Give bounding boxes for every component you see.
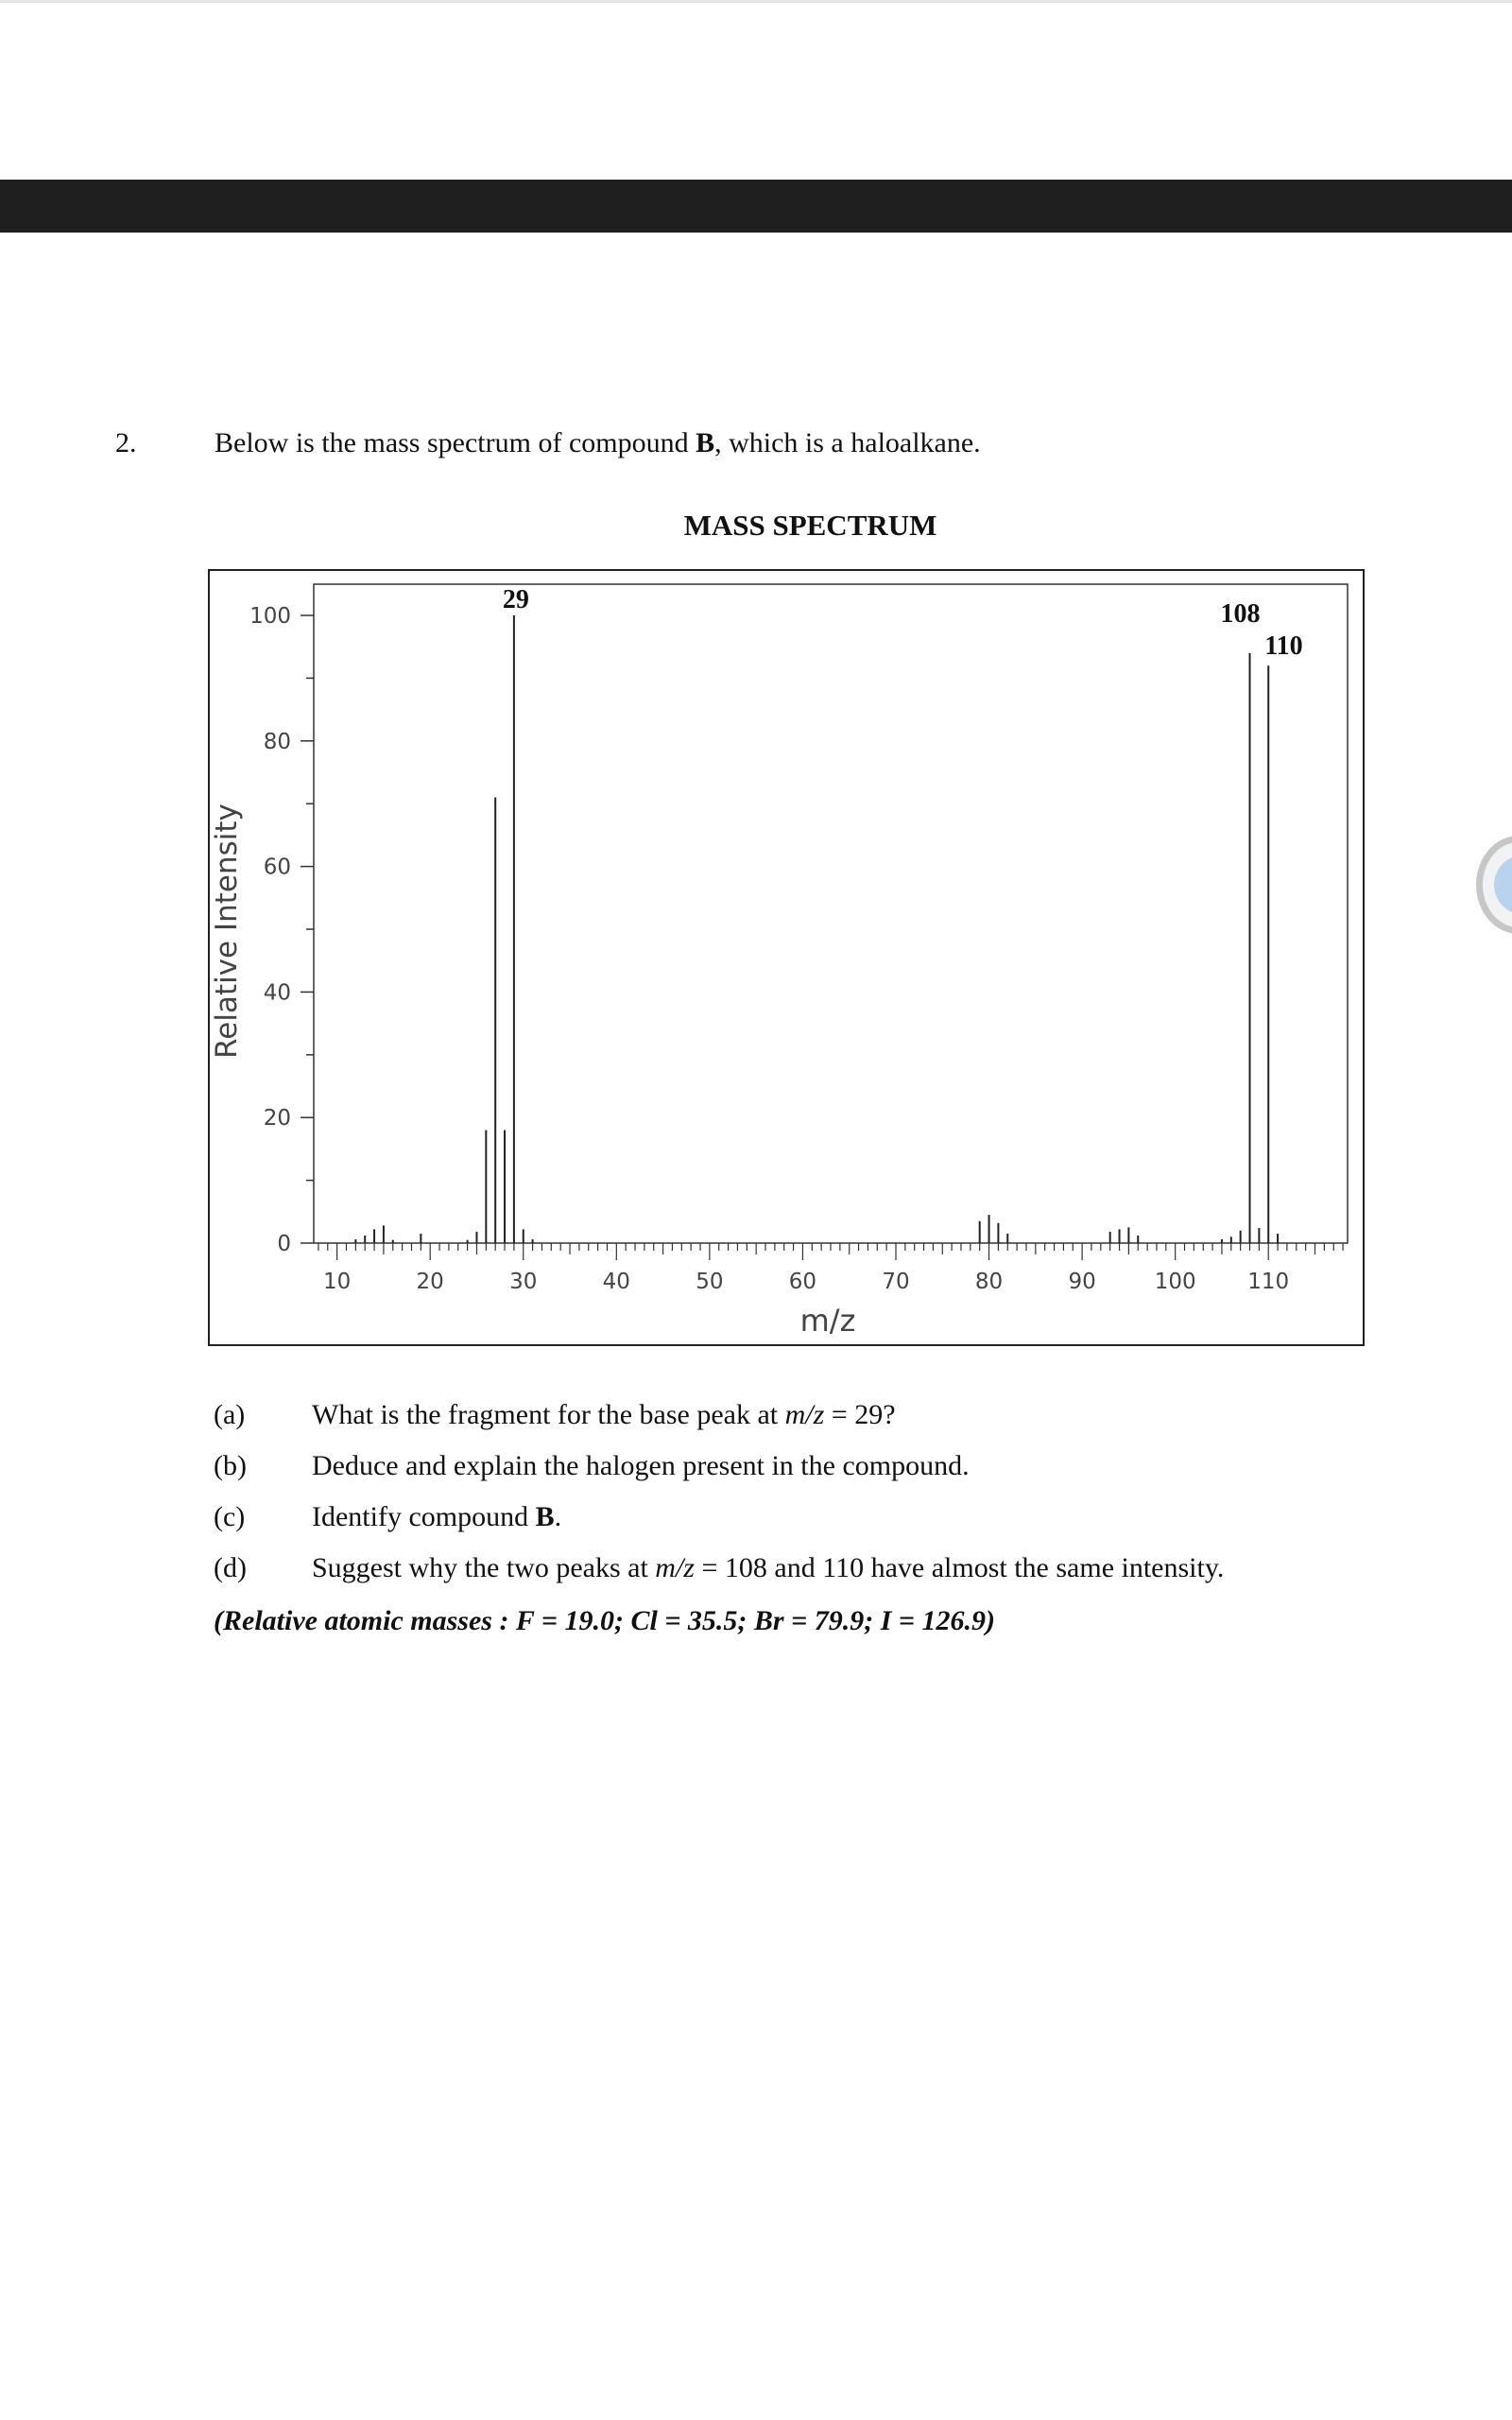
- part-text: [312, 1550, 1224, 1586]
- page-header-bar: [0, 180, 1512, 233]
- question-part: [214, 1550, 1442, 1601]
- part-text-segment: Identify compound: [312, 1501, 536, 1532]
- intro-text-end: , which is a haloalkane.: [714, 427, 981, 458]
- mass-spectrum-chart: [208, 569, 1365, 1346]
- y-tick-label: 0: [277, 1232, 291, 1256]
- x-tick-label: 40: [602, 1270, 630, 1294]
- x-tick-label: 20: [416, 1270, 444, 1294]
- part-text: [312, 1499, 561, 1535]
- y-tick-label: 60: [263, 855, 291, 880]
- x-tick-label: 60: [788, 1270, 817, 1294]
- peaks-layer: [355, 615, 1278, 1243]
- question-number: 2.: [115, 427, 137, 458]
- y-tick-label: 40: [263, 980, 291, 1006]
- part-text-segment: m/z: [655, 1552, 695, 1583]
- intro-text-start: Below is the mass spectrum of compound: [215, 427, 696, 458]
- y-tick-label: 80: [263, 729, 291, 754]
- x-tick-label: 50: [696, 1270, 724, 1294]
- axes-layer: [314, 584, 1348, 1243]
- question-intro: [215, 427, 981, 459]
- y-tick-label: 20: [263, 1106, 291, 1132]
- y-tick-label: 100: [249, 604, 291, 629]
- x-tick-label: 90: [1068, 1270, 1096, 1294]
- part-text: [312, 1448, 970, 1484]
- part-text: [312, 1397, 896, 1433]
- part-text-segment: Deduce and explain the halogen present in the compound.: [312, 1450, 970, 1481]
- spectrum-title: MASS SPECTRUM: [683, 509, 937, 542]
- part-label: (c): [214, 1501, 246, 1532]
- top-border-line: [0, 0, 1512, 3]
- part-text-segment: = 29?: [824, 1399, 896, 1430]
- part-text-segment: What is the fragment for the base peak at: [312, 1399, 785, 1430]
- relative-atomic-masses: (Relative atomic masses : F = 19.0; Cl = 35.5; Br = 79.9; I = 126.9): [214, 1605, 995, 1636]
- part-text-segment: .: [554, 1501, 562, 1532]
- part-label: (a): [214, 1399, 246, 1430]
- peak-annotation: 110: [1264, 631, 1303, 661]
- x-tick-label: 70: [882, 1270, 910, 1294]
- x-tick-label: 100: [1154, 1270, 1196, 1294]
- x-tick-label: 110: [1247, 1270, 1290, 1294]
- plot-area-border: [314, 584, 1348, 1243]
- part-text-segment: = 108 and 110 have almost the same intensity.: [694, 1552, 1225, 1583]
- x-tick-label: 80: [974, 1270, 1004, 1294]
- peak-annotation: 108: [1220, 599, 1261, 629]
- part-text-segment: Suggest why the two peaks at: [312, 1552, 656, 1583]
- intro-compound-label: B: [696, 427, 715, 458]
- x-axis-label: m/z: [799, 1303, 856, 1339]
- question-part: [214, 1448, 1442, 1499]
- x-tick-label: 30: [509, 1270, 538, 1294]
- part-text-segment: m/z: [784, 1399, 825, 1430]
- side-scroll-button[interactable]: [1476, 836, 1512, 934]
- ticks-layer: [301, 615, 1343, 1260]
- question-parts: [214, 1397, 1442, 1601]
- part-text-segment: B: [535, 1501, 555, 1532]
- side-scroll-icon: [1494, 856, 1512, 914]
- part-label: (b): [214, 1450, 247, 1481]
- labels-layer: [210, 585, 1303, 1339]
- y-axis-label: Relative Intensity: [210, 804, 244, 1059]
- peak-annotation: 29: [502, 585, 529, 614]
- part-label: (d): [214, 1552, 247, 1583]
- chart-svg: [208, 569, 1365, 1346]
- question-part: [214, 1499, 1442, 1550]
- x-tick-label: 10: [322, 1270, 352, 1294]
- question-part: [214, 1397, 1442, 1448]
